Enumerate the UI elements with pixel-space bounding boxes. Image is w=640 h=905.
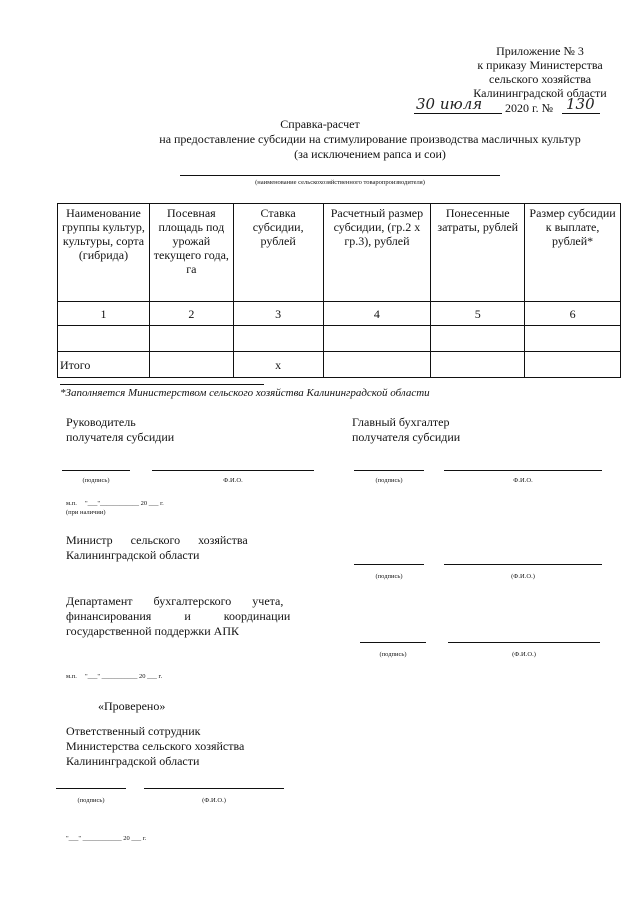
col-number: 1 [58,302,150,326]
table-cell[interactable] [525,326,621,352]
date-underline [414,113,502,114]
handwritten-date: 30 июля [416,95,483,113]
stamp-note: (при наличии) [66,509,106,516]
subsidy-table [57,203,621,378]
col-number: 5 [431,302,525,326]
table-cell[interactable] [525,352,621,378]
col-header-payout: Размер субсидии к выплате, рублей* [525,204,621,302]
table-cell[interactable] [323,352,431,378]
final-date-line: "___" ____________ 20 ___ г. [66,835,147,842]
appendix-line-3: сельского хозяйства [488,72,592,86]
col-header-rate: Ставка субсидии, рублей [233,204,323,302]
table-cell[interactable] [149,326,233,352]
table-cell[interactable] [58,326,150,352]
dept-label-3: государственной поддержки АПК [66,624,240,638]
doc-subtitle-2: (за исключением рапса и сои) [294,147,446,161]
head-signature-line[interactable] [62,470,130,471]
responsible-label-2: Министерства сельского хозяйства [66,739,245,753]
col-header-costs: Понесенные затраты, рублей [431,204,525,302]
dept-fio-caption: (Ф.И.О.) [512,651,536,658]
footnote-separator [60,384,264,385]
col-number: 4 [323,302,431,326]
col-number: 3 [233,302,323,326]
col-header-crop: Наименование группы культур, культуры, сорта (гибрида) [58,204,150,302]
head-signature-caption: (подпись) [82,477,110,484]
accountant-signature-caption: (подпись) [375,477,403,484]
dept-fio-line[interactable] [448,642,600,643]
head-label-1: Руководитель [66,415,136,429]
table-cell[interactable] [149,352,233,378]
accountant-signature-line[interactable] [354,470,424,471]
table-number-row [58,302,621,326]
minister-signature-caption: (подпись) [375,573,403,580]
minister-label-1: Министр сельского хозяйства [66,533,248,547]
appendix-line-1: Приложение № 3 [496,44,584,58]
responsible-signature-line[interactable] [56,788,126,789]
minister-fio-line[interactable] [444,564,602,565]
table-row [58,326,621,352]
dept-label-1: Департамент бухгалтерского учета, [66,594,284,608]
col-header-area: Посевная площадь под урожай текущего года, га [149,204,233,302]
producer-name-line [180,175,500,176]
appendix-line-4: Калининградской области [473,86,607,100]
doc-subtitle: на предоставление субсидии на стимулирование производства масличных культур [159,132,581,146]
col-number: 6 [525,302,621,326]
checked-label: «Проверено» [98,699,166,713]
col-header-calc: Расчетный размер субсидии, (гр.2 х гр.3), рублей [323,204,431,302]
table-cell[interactable] [323,326,431,352]
minister-label-2: Калининградской области [66,548,200,562]
col-number: 2 [149,302,233,326]
table-cell[interactable] [431,326,525,352]
head-fio-caption: Ф.И.О. [223,477,243,484]
handwritten-number: 130 [566,95,595,113]
responsible-label-3: Калининградской области [66,754,200,768]
responsible-signature-caption: (подпись) [77,797,105,804]
responsible-fio-caption: (Ф.И.О.) [202,797,226,804]
dept-signature-line[interactable] [360,642,426,643]
total-mark: х [233,352,323,378]
doc-title: Справка-расчет [280,117,360,131]
head-fio-line[interactable] [152,470,314,471]
appendix-line-2: к приказу Министерства [477,58,603,72]
minister-signature-line[interactable] [354,564,424,565]
table-cell[interactable] [431,352,525,378]
producer-caption: (наименование сельскохозяйственного товаропроизводителя) [255,179,425,186]
table-header-row [58,204,621,302]
appendix-year-number: 2020 г. № [505,101,554,115]
head-label-2: получателя субсидии [66,430,175,444]
table-total-row [58,352,621,378]
total-label: Итого [58,352,150,378]
stamp-date-line-2: м.п. "___" ___________ 20 ___ г. [66,673,163,680]
stamp-date-line: м.п. "___"____________ 20 ___ г. [66,500,164,507]
responsible-label-1: Ответственный сотрудник [66,724,201,738]
minister-fio-caption: (Ф.И.О.) [511,573,535,580]
accountant-label-2: получателя субсидии [352,430,461,444]
responsible-fio-line[interactable] [144,788,284,789]
dept-label-2: финансирования и координации [66,609,291,623]
accountant-label-1: Главный бухгалтер [352,415,450,429]
accountant-fio-caption: Ф.И.О. [513,477,533,484]
dept-signature-caption: (подпись) [379,651,407,658]
footnote: *Заполняется Министерством сельского хозяйства Калининградской области [60,387,430,399]
number-underline [562,113,600,114]
accountant-fio-line[interactable] [444,470,602,471]
table-cell[interactable] [233,326,323,352]
